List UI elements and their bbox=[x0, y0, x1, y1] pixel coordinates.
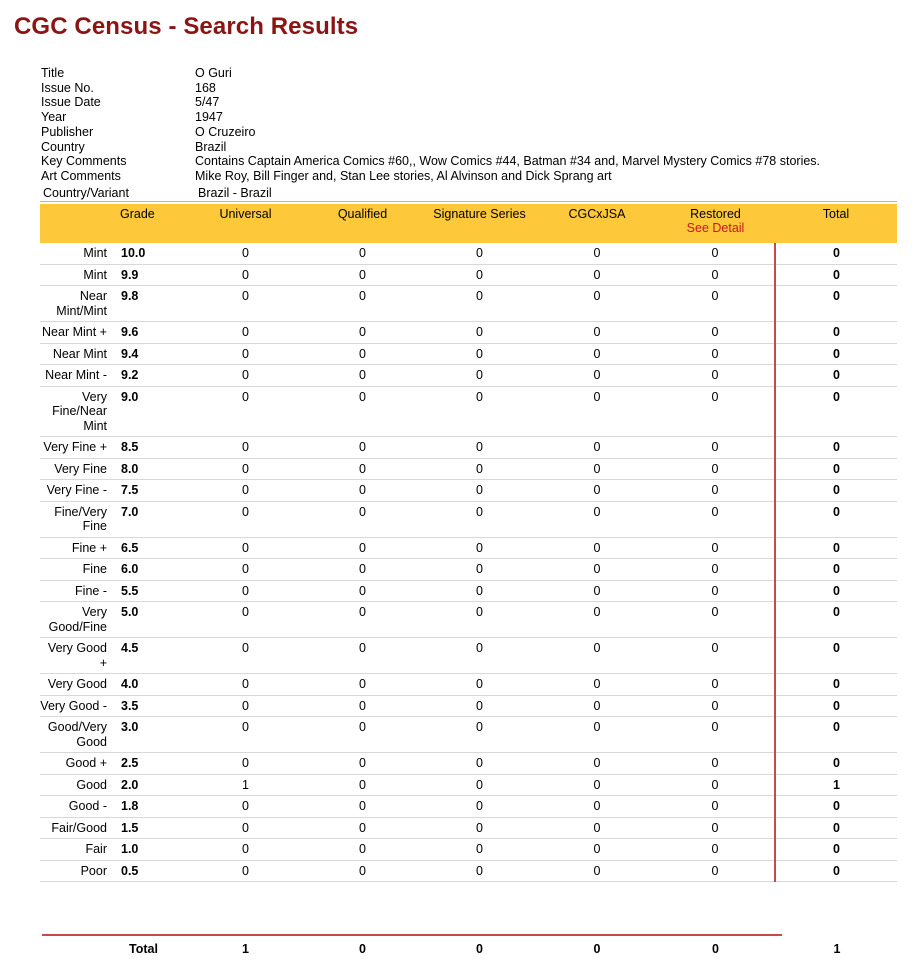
qualified-count: 0 bbox=[304, 674, 421, 696]
restored-count: 0 bbox=[656, 580, 775, 602]
info-row-issue-no: Issue No. 168 bbox=[41, 80, 216, 95]
restored-count: 0 bbox=[656, 386, 775, 437]
universal-count: 0 bbox=[187, 602, 304, 638]
table-row bbox=[40, 243, 897, 264]
total-count: 0 bbox=[775, 322, 897, 344]
total-count: 1 bbox=[775, 774, 897, 796]
universal-count: 0 bbox=[187, 638, 304, 674]
qualified-count: 0 bbox=[304, 537, 421, 559]
universal-count: 0 bbox=[187, 674, 304, 696]
table-row bbox=[40, 674, 897, 696]
cgcxjsa-count: 0 bbox=[538, 817, 656, 839]
total-count: 0 bbox=[775, 286, 897, 322]
grade-value: 3.0 bbox=[114, 717, 187, 753]
total-count: 0 bbox=[775, 458, 897, 480]
census-table bbox=[40, 204, 897, 882]
table-row bbox=[40, 717, 897, 753]
country-variant-value: Brazil - Brazil bbox=[198, 186, 272, 200]
comic-info bbox=[41, 66, 820, 184]
table-row bbox=[40, 264, 897, 286]
info-row-key-comments: Key Comments Contains Captain America Comics #60,, Wow Comics #44, Batman #34 and, Marvel Mystery Comics #78 stories. bbox=[41, 154, 821, 169]
cgcxjsa-count: 0 bbox=[538, 695, 656, 717]
table-row bbox=[40, 580, 897, 602]
qualified-count: 0 bbox=[304, 695, 421, 717]
universal-count: 1 bbox=[187, 774, 304, 796]
table-row bbox=[40, 817, 897, 839]
grade-value: 5.5 bbox=[114, 580, 187, 602]
restored-count: 0 bbox=[656, 860, 775, 882]
restored-count: 0 bbox=[656, 365, 775, 387]
info-row-publisher: Publisher O Cruzeiro bbox=[41, 124, 256, 139]
totals-row bbox=[40, 942, 897, 960]
total-count: 0 bbox=[775, 796, 897, 818]
cgcxjsa-count: 0 bbox=[538, 638, 656, 674]
grade-description: Good/Very Good bbox=[40, 717, 114, 753]
table-row bbox=[40, 286, 897, 322]
cgcxjsa-count: 0 bbox=[538, 559, 656, 581]
grade-description: Fine - bbox=[40, 580, 114, 602]
qualified-count: 0 bbox=[304, 753, 421, 775]
table-row bbox=[40, 839, 897, 861]
table-row bbox=[40, 602, 897, 638]
restored-count: 0 bbox=[656, 458, 775, 480]
cgcxjsa-count: 0 bbox=[538, 753, 656, 775]
universal-count: 0 bbox=[187, 817, 304, 839]
grade-value: 7.5 bbox=[114, 480, 187, 502]
total-count: 0 bbox=[775, 817, 897, 839]
total-total: 1 bbox=[833, 942, 841, 956]
grade-value: 1.8 bbox=[114, 796, 187, 818]
grade-value: 8.5 bbox=[114, 437, 187, 459]
header-grade: Grade bbox=[114, 204, 187, 243]
qualified-count: 0 bbox=[304, 839, 421, 861]
cgcxjsa-count: 0 bbox=[538, 537, 656, 559]
signature-series-count: 0 bbox=[421, 243, 538, 264]
cgcxjsa-count: 0 bbox=[538, 480, 656, 502]
restored-count: 0 bbox=[656, 480, 775, 502]
qualified-count: 0 bbox=[304, 580, 421, 602]
info-row-title: Title O Guri bbox=[41, 66, 232, 80]
header-cgcxjsa: CGCxJSA bbox=[538, 204, 656, 243]
restored-count: 0 bbox=[656, 796, 775, 818]
info-row-country: Country Brazil bbox=[41, 139, 227, 154]
total-count: 0 bbox=[775, 501, 897, 537]
total-count: 0 bbox=[775, 437, 897, 459]
restored-count: 0 bbox=[656, 638, 775, 674]
cgcxjsa-count: 0 bbox=[538, 264, 656, 286]
grade-value: 9.2 bbox=[114, 365, 187, 387]
qualified-count: 0 bbox=[304, 386, 421, 437]
qualified-count: 0 bbox=[304, 264, 421, 286]
restored-count: 0 bbox=[656, 717, 775, 753]
total-count: 0 bbox=[775, 365, 897, 387]
grade-description: Very Fine/Near Mint bbox=[40, 386, 114, 437]
header-desc bbox=[40, 204, 114, 243]
qualified-count: 0 bbox=[304, 343, 421, 365]
universal-count: 0 bbox=[187, 839, 304, 861]
table-row bbox=[40, 365, 897, 387]
signature-series-count: 0 bbox=[421, 264, 538, 286]
universal-count: 0 bbox=[187, 243, 304, 264]
cgcxjsa-count: 0 bbox=[538, 386, 656, 437]
universal-count: 0 bbox=[187, 386, 304, 437]
total-count: 0 bbox=[775, 860, 897, 882]
grade-description: Poor bbox=[40, 860, 114, 882]
see-detail-link[interactable]: See Detail bbox=[686, 221, 745, 235]
signature-series-count: 0 bbox=[421, 817, 538, 839]
qualified-count: 0 bbox=[304, 501, 421, 537]
universal-count: 0 bbox=[187, 796, 304, 818]
total-qualified: 0 bbox=[359, 942, 366, 956]
total-count: 0 bbox=[775, 537, 897, 559]
total-count: 0 bbox=[775, 559, 897, 581]
restored-count: 0 bbox=[656, 537, 775, 559]
table-row bbox=[40, 753, 897, 775]
grade-description: Fine bbox=[40, 559, 114, 581]
qualified-count: 0 bbox=[304, 638, 421, 674]
signature-series-count: 0 bbox=[421, 386, 538, 437]
universal-count: 0 bbox=[187, 717, 304, 753]
signature-series-count: 0 bbox=[421, 602, 538, 638]
restored-count: 0 bbox=[656, 322, 775, 344]
universal-count: 0 bbox=[187, 860, 304, 882]
cgcxjsa-count: 0 bbox=[538, 860, 656, 882]
grade-description: Very Fine + bbox=[40, 437, 114, 459]
cgcxjsa-count: 0 bbox=[538, 365, 656, 387]
universal-count: 0 bbox=[187, 343, 304, 365]
universal-count: 0 bbox=[187, 286, 304, 322]
country-variant-label: Country/Variant bbox=[43, 186, 129, 200]
signature-series-count: 0 bbox=[421, 286, 538, 322]
grade-value: 1.5 bbox=[114, 817, 187, 839]
universal-count: 0 bbox=[187, 753, 304, 775]
signature-series-count: 0 bbox=[421, 674, 538, 696]
signature-series-count: 0 bbox=[421, 480, 538, 502]
grade-value: 5.0 bbox=[114, 602, 187, 638]
grade-description: Good bbox=[40, 774, 114, 796]
header-row bbox=[40, 204, 897, 243]
grade-description: Fine + bbox=[40, 537, 114, 559]
cgcxjsa-count: 0 bbox=[538, 717, 656, 753]
signature-series-count: 0 bbox=[421, 717, 538, 753]
grade-value: 9.6 bbox=[114, 322, 187, 344]
total-count: 0 bbox=[775, 243, 897, 264]
cgcxjsa-count: 0 bbox=[538, 322, 656, 344]
cgcxjsa-count: 0 bbox=[538, 343, 656, 365]
qualified-count: 0 bbox=[304, 458, 421, 480]
qualified-count: 0 bbox=[304, 365, 421, 387]
total-count: 0 bbox=[775, 264, 897, 286]
signature-series-count: 0 bbox=[421, 580, 538, 602]
cgcxjsa-count: 0 bbox=[538, 286, 656, 322]
info-row-year: Year 1947 bbox=[41, 110, 223, 125]
universal-count: 0 bbox=[187, 695, 304, 717]
qualified-count: 0 bbox=[304, 817, 421, 839]
total-universal: 1 bbox=[242, 942, 249, 956]
grade-description: Very Fine - bbox=[40, 480, 114, 502]
table-row bbox=[40, 343, 897, 365]
grade-value: 3.5 bbox=[114, 695, 187, 717]
grade-value: 9.9 bbox=[114, 264, 187, 286]
restored-count: 0 bbox=[656, 695, 775, 717]
qualified-count: 0 bbox=[304, 322, 421, 344]
cgcxjsa-count: 0 bbox=[538, 243, 656, 264]
info-row-issue-date: Issue Date 5/47 bbox=[41, 95, 220, 110]
universal-count: 0 bbox=[187, 458, 304, 480]
table-row bbox=[40, 559, 897, 581]
grade-value: 9.8 bbox=[114, 286, 187, 322]
header-qualified: Qualified bbox=[304, 204, 421, 243]
qualified-count: 0 bbox=[304, 286, 421, 322]
signature-series-count: 0 bbox=[421, 753, 538, 775]
table-row bbox=[40, 480, 897, 502]
totals-divider bbox=[42, 934, 782, 936]
qualified-count: 0 bbox=[304, 602, 421, 638]
grade-value: 4.0 bbox=[114, 674, 187, 696]
grade-description: Fair/Good bbox=[40, 817, 114, 839]
signature-series-count: 0 bbox=[421, 343, 538, 365]
table-row bbox=[40, 796, 897, 818]
universal-count: 0 bbox=[187, 580, 304, 602]
grade-value: 2.0 bbox=[114, 774, 187, 796]
grade-value: 8.0 bbox=[114, 458, 187, 480]
signature-series-count: 0 bbox=[421, 501, 538, 537]
grade-description: Very Good bbox=[40, 674, 114, 696]
signature-series-count: 0 bbox=[421, 365, 538, 387]
grade-description: Very Good + bbox=[40, 638, 114, 674]
table-row bbox=[40, 774, 897, 796]
restored-count: 0 bbox=[656, 501, 775, 537]
universal-count: 0 bbox=[187, 365, 304, 387]
grade-value: 6.5 bbox=[114, 537, 187, 559]
qualified-count: 0 bbox=[304, 774, 421, 796]
qualified-count: 0 bbox=[304, 480, 421, 502]
restored-count: 0 bbox=[656, 559, 775, 581]
restored-count: 0 bbox=[656, 817, 775, 839]
grade-value: 7.0 bbox=[114, 501, 187, 537]
grade-description: Very Good/Fine bbox=[40, 602, 114, 638]
restored-count: 0 bbox=[656, 674, 775, 696]
qualified-count: 0 bbox=[304, 437, 421, 459]
grade-description: Near Mint + bbox=[40, 322, 114, 344]
signature-series-count: 0 bbox=[421, 322, 538, 344]
header-universal: Universal bbox=[187, 204, 304, 243]
total-count: 0 bbox=[775, 386, 897, 437]
cgcxjsa-count: 0 bbox=[538, 674, 656, 696]
restored-count: 0 bbox=[656, 343, 775, 365]
universal-count: 0 bbox=[187, 559, 304, 581]
cgcxjsa-count: 0 bbox=[538, 774, 656, 796]
total-cgcxjsa: 0 bbox=[593, 942, 601, 956]
total-count: 0 bbox=[775, 343, 897, 365]
signature-series-count: 0 bbox=[421, 559, 538, 581]
table-row bbox=[40, 860, 897, 882]
restored-count: 0 bbox=[656, 264, 775, 286]
table-row bbox=[40, 501, 897, 537]
cgcxjsa-count: 0 bbox=[538, 796, 656, 818]
table-row bbox=[40, 638, 897, 674]
header-signature-series: Signature Series bbox=[421, 204, 538, 243]
total-count: 0 bbox=[775, 717, 897, 753]
qualified-count: 0 bbox=[304, 243, 421, 264]
signature-series-count: 0 bbox=[421, 638, 538, 674]
table-row bbox=[40, 458, 897, 480]
signature-series-count: 0 bbox=[421, 796, 538, 818]
qualified-count: 0 bbox=[304, 717, 421, 753]
signature-series-count: 0 bbox=[421, 537, 538, 559]
restored-count: 0 bbox=[656, 602, 775, 638]
table-row bbox=[40, 437, 897, 459]
restored-count: 0 bbox=[656, 243, 775, 264]
signature-series-count: 0 bbox=[421, 860, 538, 882]
cgcxjsa-count: 0 bbox=[538, 580, 656, 602]
qualified-count: 0 bbox=[304, 860, 421, 882]
cgcxjsa-count: 0 bbox=[538, 839, 656, 861]
total-count: 0 bbox=[775, 839, 897, 861]
grade-description: Mint bbox=[40, 243, 114, 264]
total-count: 0 bbox=[775, 674, 897, 696]
universal-count: 0 bbox=[187, 480, 304, 502]
restored-count: 0 bbox=[656, 839, 775, 861]
table-row bbox=[40, 386, 897, 437]
qualified-count: 0 bbox=[304, 559, 421, 581]
qualified-count: 0 bbox=[304, 796, 421, 818]
grade-description: Very Fine bbox=[40, 458, 114, 480]
header-restored-label: Restored bbox=[690, 207, 741, 221]
grade-description: Near Mint bbox=[40, 343, 114, 365]
cgcxjsa-count: 0 bbox=[538, 501, 656, 537]
grade-description: Very Good - bbox=[40, 695, 114, 717]
universal-count: 0 bbox=[187, 322, 304, 344]
restored-count: 0 bbox=[656, 437, 775, 459]
universal-count: 0 bbox=[187, 437, 304, 459]
grade-value: 6.0 bbox=[114, 559, 187, 581]
grade-description: Near Mint - bbox=[40, 365, 114, 387]
signature-series-count: 0 bbox=[421, 839, 538, 861]
signature-series-count: 0 bbox=[421, 437, 538, 459]
restored-count: 0 bbox=[656, 753, 775, 775]
info-row-art-comments: Art Comments Mike Roy, Bill Finger and, Stan Lee stories, Al Alvinson and Dick Sprang art bbox=[41, 168, 612, 183]
cgcxjsa-count: 0 bbox=[538, 602, 656, 638]
table-row bbox=[40, 537, 897, 559]
grade-description: Near Mint/Mint bbox=[40, 286, 114, 322]
totals-label: Total bbox=[129, 942, 158, 956]
total-restored: 0 bbox=[712, 942, 719, 956]
total-count: 0 bbox=[775, 695, 897, 717]
grade-value: 4.5 bbox=[114, 638, 187, 674]
grade-description: Mint bbox=[40, 264, 114, 286]
header-restored bbox=[656, 204, 775, 243]
grade-description: Fine/Very Fine bbox=[40, 501, 114, 537]
total-count: 0 bbox=[775, 580, 897, 602]
page-title: CGC Census - Search Results bbox=[14, 13, 359, 40]
universal-count: 0 bbox=[187, 501, 304, 537]
signature-series-count: 0 bbox=[421, 458, 538, 480]
cgcxjsa-count: 0 bbox=[538, 437, 656, 459]
total-signature-series: 0 bbox=[476, 942, 483, 956]
header-total: Total bbox=[775, 204, 897, 243]
total-count: 0 bbox=[775, 480, 897, 502]
table-row bbox=[40, 695, 897, 717]
grade-description: Good - bbox=[40, 796, 114, 818]
universal-count: 0 bbox=[187, 537, 304, 559]
grade-value: 9.0 bbox=[114, 386, 187, 437]
total-count: 0 bbox=[775, 753, 897, 775]
grade-description: Fair bbox=[40, 839, 114, 861]
signature-series-count: 0 bbox=[421, 695, 538, 717]
universal-count: 0 bbox=[187, 264, 304, 286]
grade-value: 2.5 bbox=[114, 753, 187, 775]
signature-series-count: 0 bbox=[421, 774, 538, 796]
grade-value: 1.0 bbox=[114, 839, 187, 861]
grade-value: 9.4 bbox=[114, 343, 187, 365]
grade-value: 0.5 bbox=[114, 860, 187, 882]
country-variant-row bbox=[40, 186, 897, 202]
restored-count: 0 bbox=[656, 286, 775, 322]
grade-value: 10.0 bbox=[114, 243, 187, 264]
total-count: 0 bbox=[775, 602, 897, 638]
restored-count: 0 bbox=[656, 774, 775, 796]
total-count: 0 bbox=[775, 638, 897, 674]
cgcxjsa-count: 0 bbox=[538, 458, 656, 480]
grade-description: Good + bbox=[40, 753, 114, 775]
table-row bbox=[40, 322, 897, 344]
